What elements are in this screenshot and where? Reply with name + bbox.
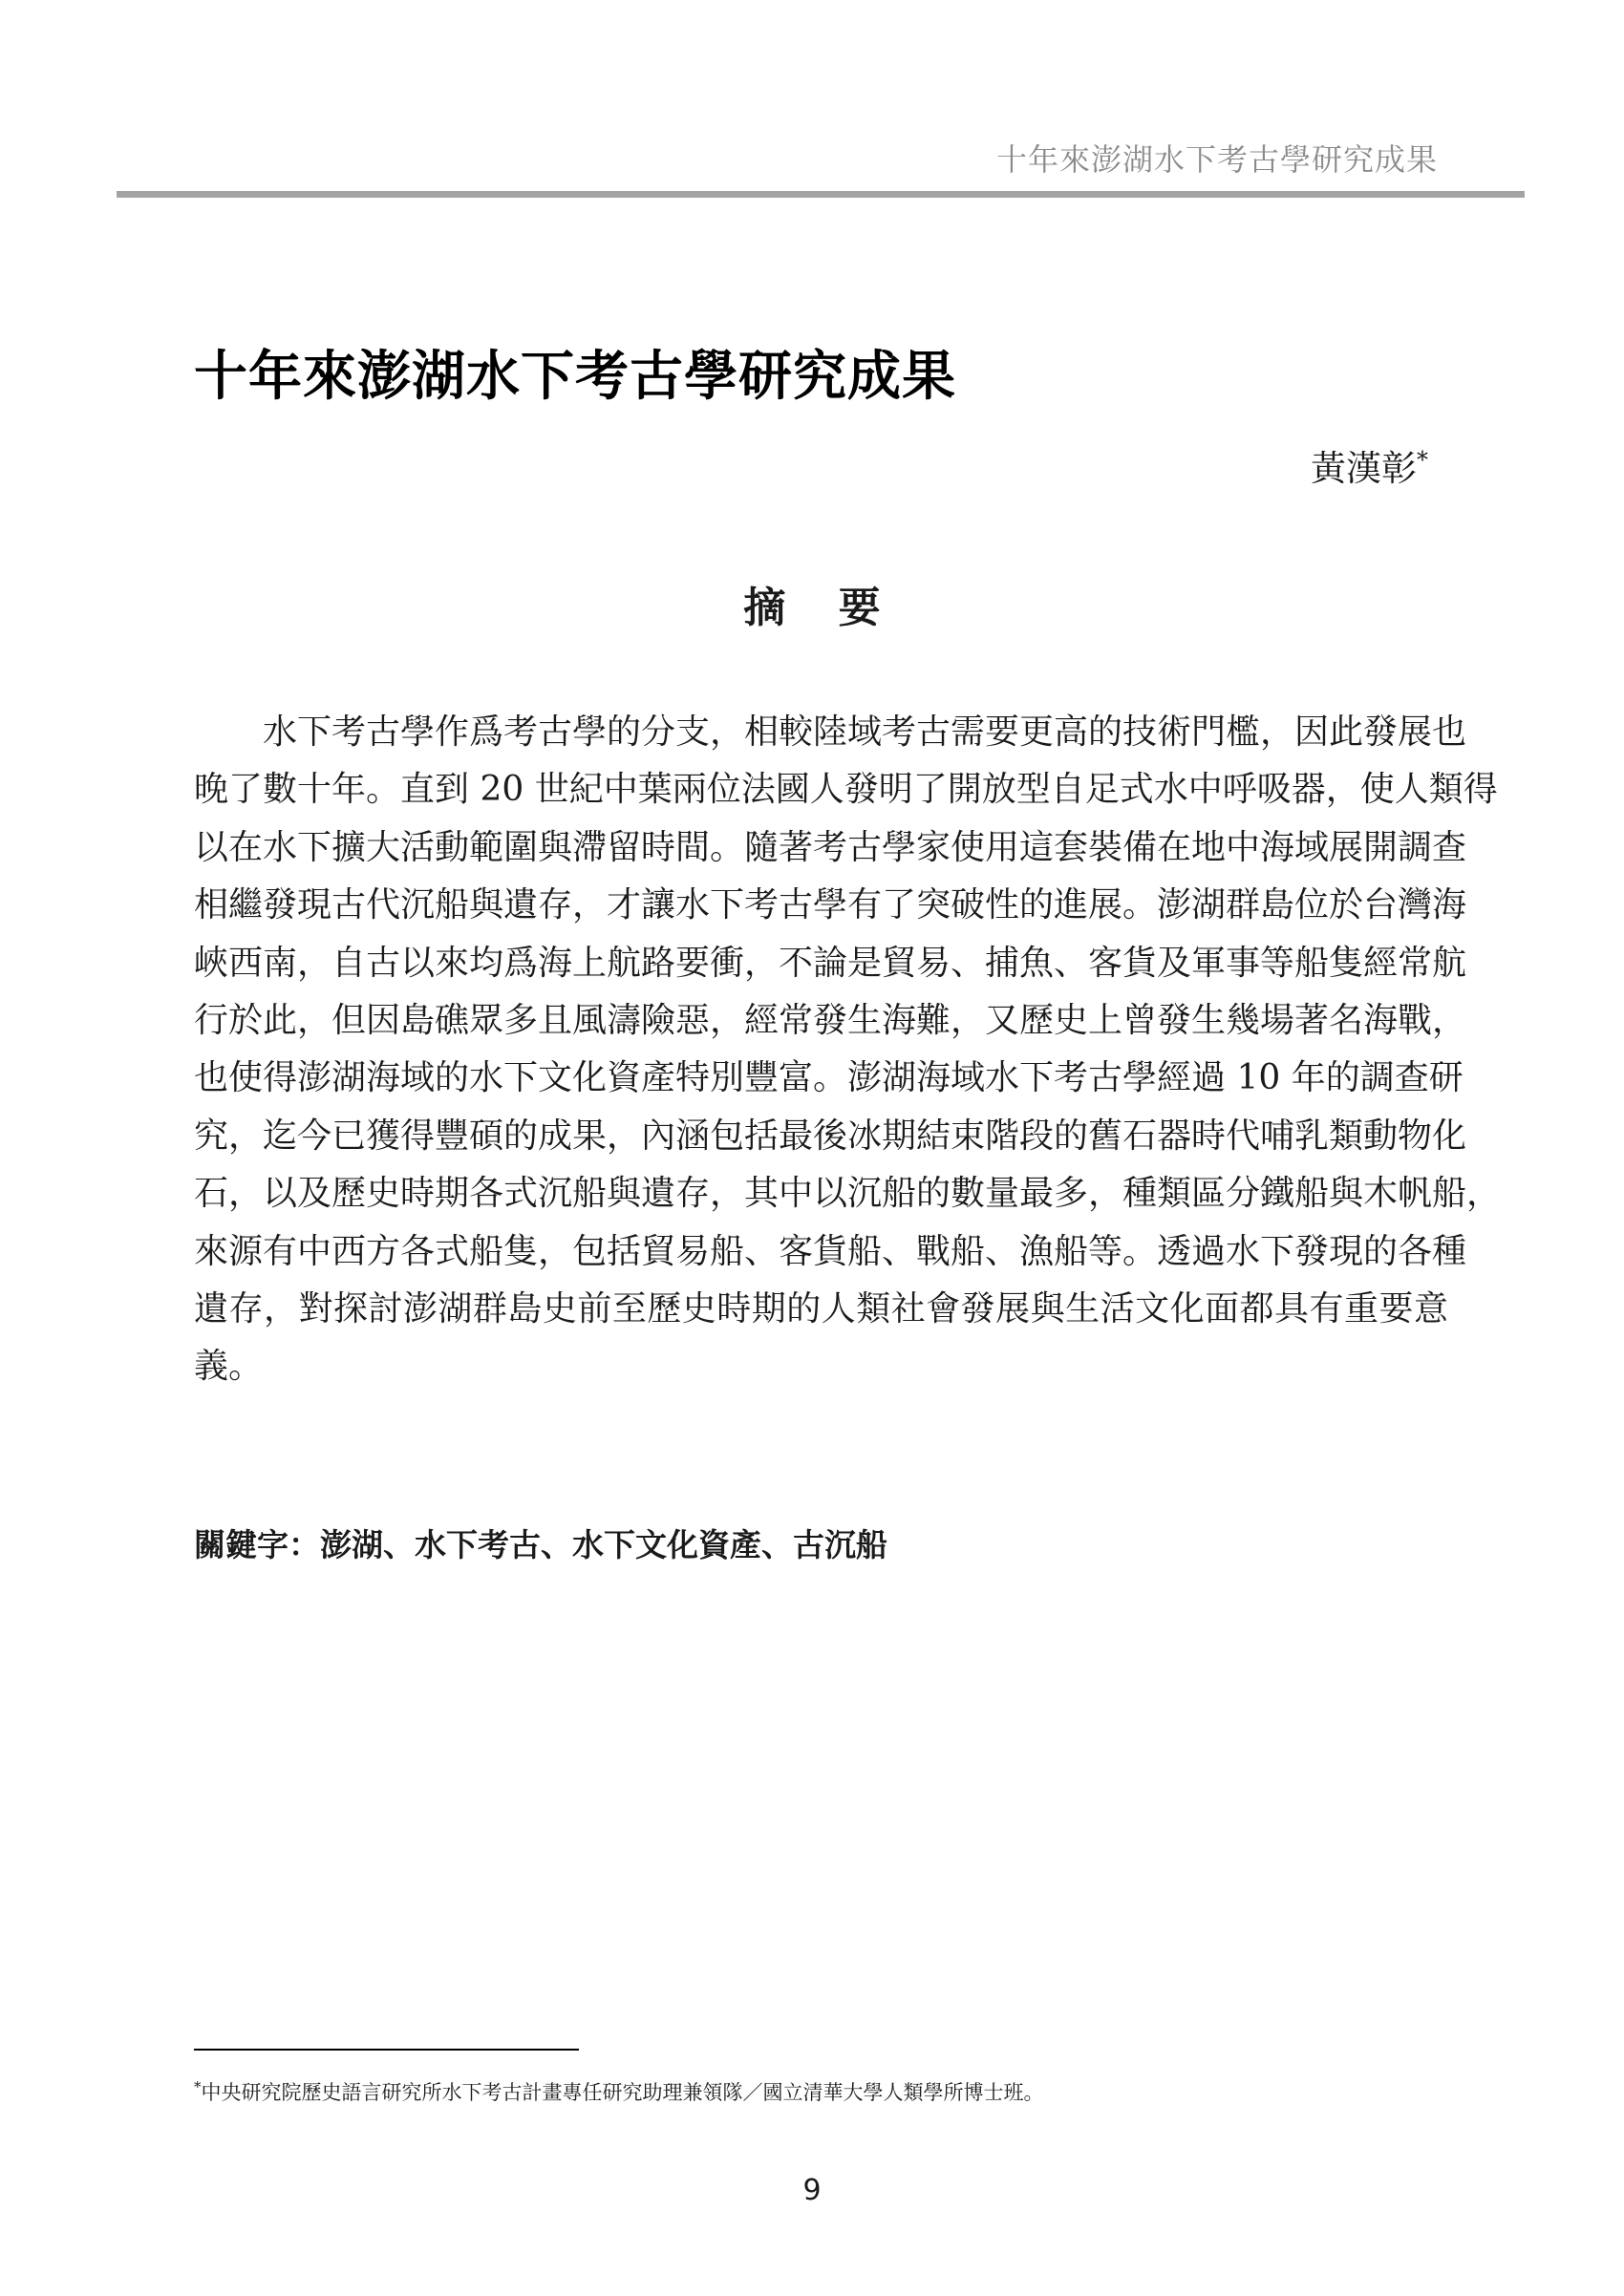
abstract-heading: 摘 要 (743, 584, 881, 632)
keywords: 關鍵字：澎湖、水下考古、水下文化資產、古沉船 (194, 1526, 887, 1563)
abstract-line: 晚了數十年。直到 20 世紀中葉兩位法國人發明了開放型自足式水中呼吸器，使人類得 (194, 770, 1498, 810)
page-number: 9 (802, 2174, 822, 2207)
abstract-line: 石，以及歷史時期各式沉船與遺存，其中以沉船的數量最多，種類區分鐵船與木帆船， (194, 1174, 1502, 1214)
abstract-line: 來源有中西方各式船隻，包括貿易船、客貨船、戰船、漁船等。透過水下發現的各種 (194, 1231, 1467, 1271)
author-name: 黃漢彰 (1311, 448, 1417, 489)
footnote-mark: * (194, 2078, 202, 2095)
author-line (1311, 439, 1428, 491)
abstract-body (194, 704, 1502, 1396)
footnote (194, 2077, 1044, 2106)
footnote-text: 中央研究院歷史語言研究所水下考古計畫專任研究助理兼領隊／國立清華大學人類學所博士班。 (201, 2081, 1044, 2104)
abstract-line: 行於此，但因島礁眾多且風濤險惡，經常發生海難，又歷史上曾發生幾場著名海戰， (194, 1000, 1467, 1040)
abstract-line: 水下考古學作爲考古學的分支，相較陸域考古需要更高的技術門檻，因此發展也 (263, 712, 1467, 752)
running-header: 十年來澎湖水下考古學研究成果 (995, 141, 1438, 178)
abstract-line: 也使得澎湖海域的水下文化資產特別豐富。澎湖海域水下考古學經過 10 年的調查研 (194, 1058, 1464, 1098)
abstract-line: 遺存，對探討澎湖群島史前至歷史時期的人類社會發展與生活文化面都具有重要意 (194, 1288, 1448, 1329)
abstract-line: 相繼發現古代沉船與遺存，才讓水下考古學有了突破性的進展。澎湖群島位於台灣海 (194, 885, 1467, 925)
header-rule (117, 191, 1525, 198)
footnote-rule (194, 2049, 579, 2051)
abstract-line: 義。 (194, 1347, 264, 1387)
abstract-line: 究，迄今已獲得豐碩的成果，內涵包括最後冰期結束階段的舊石器時代哺乳類動物化 (194, 1116, 1467, 1156)
abstract-line: 以在水下擴大活動範圍與滯留時間。隨著考古學家使用這套裝備在地中海域展開調查 (194, 827, 1467, 867)
author-footnote-mark: * (1417, 446, 1428, 474)
paper-title: 十年來澎湖水下考古學研究成果 (194, 345, 956, 408)
abstract-line: 峽西南，自古以來均爲海上航路要衝，不論是貿易、捕魚、客貨及軍事等船隻經常航 (194, 943, 1467, 983)
